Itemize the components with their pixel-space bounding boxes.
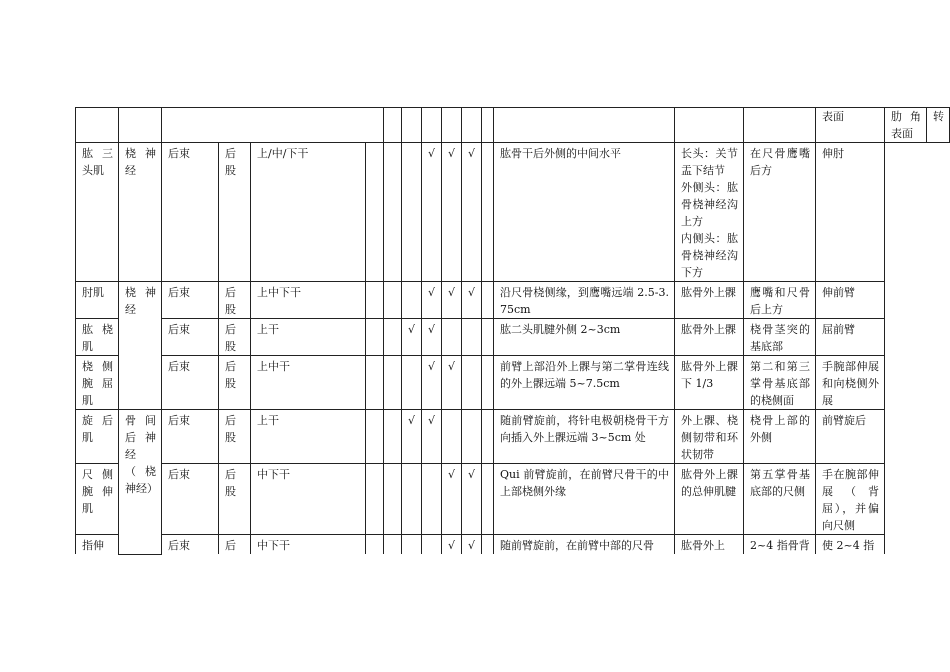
root-mark-cell: [366, 410, 384, 464]
origin-cell: 肱骨外上: [675, 535, 744, 555]
trunk-cell: 上/中/下干: [251, 143, 366, 282]
table-row: [76, 356, 950, 410]
root-mark-cell: √: [462, 143, 482, 282]
header-cell: 表面: [816, 108, 885, 143]
root-mark-cell: [384, 535, 402, 555]
table-row: [76, 319, 950, 356]
root-mark-cell: [366, 282, 384, 319]
table-row: [76, 464, 950, 535]
muscle-name-cell: 尺侧腕伸肌: [76, 464, 119, 535]
nerve-cell: 骨间后神经 （桡神经）: [119, 410, 162, 555]
trunk-cell: 上干: [251, 319, 366, 356]
origin-cell: 肱骨外上髁: [675, 282, 744, 319]
spacer-cell: [482, 282, 494, 319]
root-mark-cell: [442, 319, 462, 356]
root-mark-cell: [366, 143, 384, 282]
division-cell: 后股: [219, 464, 251, 535]
needle-location-cell: 随前臂旋前，在前臂中部的尺骨: [494, 535, 675, 555]
needle-location-cell: Qui 前臂旋前，在前臂尺骨干的中上部桡侧外缘: [494, 464, 675, 535]
muscle-name-cell: 旋后肌: [76, 410, 119, 464]
origin-cell: 肱骨外上髁下 1/3: [675, 356, 744, 410]
cord-cell: 后束: [162, 464, 219, 535]
root-mark-cell: [422, 535, 442, 555]
action-cell: 伸前臂: [816, 282, 885, 319]
muscle-name-cell: 指伸: [76, 535, 119, 555]
table-row: [76, 143, 950, 282]
root-mark-cell: √: [422, 319, 442, 356]
needle-location-cell: 沿尺骨桡侧缘，到鹰嘴远端 2.5-3.75cm: [494, 282, 675, 319]
insertion-cell: 在尺骨鹰嘴后方: [744, 143, 816, 282]
root-mark-cell: [384, 356, 402, 410]
root-mark-cell: [366, 356, 384, 410]
table-row: [76, 410, 950, 464]
header-cell: [462, 108, 482, 143]
insertion-cell: 鹰嘴和尺骨后上方: [744, 282, 816, 319]
root-mark-cell: √: [422, 356, 442, 410]
header-cell: 肋角表面: [885, 108, 927, 143]
origin-cell: 肱骨外上髁: [675, 319, 744, 356]
root-mark-cell: [366, 535, 384, 555]
root-mark-cell: [384, 143, 402, 282]
action-cell: 使 2~4 指: [816, 535, 885, 555]
cord-cell: 后束: [162, 143, 219, 282]
needle-location-cell: 前臂上部沿外上髁与第二掌骨连线的外上髁远端 5~7.5cm: [494, 356, 675, 410]
header-cell: [384, 108, 402, 143]
header-cell: [744, 108, 816, 143]
header-cell: [402, 108, 422, 143]
needle-location-cell: 肱骨干后外侧的中间水平: [494, 143, 675, 282]
spacer-cell: [482, 143, 494, 282]
root-mark-cell: √: [462, 464, 482, 535]
header-cell: [442, 108, 462, 143]
root-mark-cell: √: [402, 410, 422, 464]
root-mark-cell: [366, 464, 384, 535]
root-mark-cell: √: [422, 143, 442, 282]
muscle-innervation-table: [75, 107, 950, 555]
spacer-cell: [482, 410, 494, 464]
root-mark-cell: [462, 410, 482, 464]
division-cell: 后股: [219, 410, 251, 464]
root-mark-cell: [422, 464, 442, 535]
header-cell: [675, 108, 744, 143]
root-mark-cell: [462, 319, 482, 356]
root-mark-cell: [402, 282, 422, 319]
muscle-name-cell: 肱三头肌: [76, 143, 119, 282]
root-mark-cell: √: [442, 356, 462, 410]
action-cell: 前臂旋后: [816, 410, 885, 464]
root-mark-cell: √: [442, 535, 462, 555]
origin-cell: 长头：关节盂下结节 外侧头：肱骨桡神经沟上方 内侧头：肱骨桡神经沟下方: [675, 143, 744, 282]
insertion-cell: 第二和第三掌骨基底部的桡侧面: [744, 356, 816, 410]
header-cell: [76, 108, 119, 143]
trunk-cell: 上中干: [251, 356, 366, 410]
insertion-cell: 桡骨上部的外侧: [744, 410, 816, 464]
action-cell: 屈前臂: [816, 319, 885, 356]
division-cell: 后股: [219, 356, 251, 410]
spacer-cell: [482, 464, 494, 535]
division-cell: 后股: [219, 143, 251, 282]
table-row: [76, 282, 950, 319]
nerve-cell: 桡神经: [119, 282, 162, 410]
spacer-cell: [482, 535, 494, 555]
action-cell: 手在腕部伸展（背屈），并偏向尺侧: [816, 464, 885, 535]
root-mark-cell: √: [402, 319, 422, 356]
table-row: [76, 535, 950, 555]
division-cell: 后股: [219, 282, 251, 319]
header-cell: [482, 108, 494, 143]
cord-cell: 后束: [162, 535, 219, 555]
root-mark-cell: [442, 410, 462, 464]
root-mark-cell: √: [442, 143, 462, 282]
root-mark-cell: [384, 410, 402, 464]
root-mark-cell: [402, 464, 422, 535]
root-mark-cell: √: [462, 535, 482, 555]
cord-cell: 后束: [162, 282, 219, 319]
table-header-row: [76, 108, 950, 143]
root-mark-cell: [462, 356, 482, 410]
insertion-cell: 第五掌骨基底部的尺侧: [744, 464, 816, 535]
spacer-cell: [482, 319, 494, 356]
division-cell: 后: [219, 535, 251, 555]
nerve-cell: 桡神经: [119, 143, 162, 282]
header-cell: [422, 108, 442, 143]
origin-cell: 外上髁、桡侧韧带和环状韧带: [675, 410, 744, 464]
muscle-name-cell: 桡侧腕屈肌: [76, 356, 119, 410]
root-mark-cell: [384, 319, 402, 356]
insertion-cell: 2~4 指骨背: [744, 535, 816, 555]
root-mark-cell: [384, 464, 402, 535]
muscle-name-cell: 肘肌: [76, 282, 119, 319]
origin-cell: 肱骨外上髁的总伸肌腱: [675, 464, 744, 535]
needle-location-cell: 随前臂旋前，将针电极朝桡骨干方向插入外上髁远端 3~5cm 处: [494, 410, 675, 464]
trunk-cell: 上中下干: [251, 282, 366, 319]
insertion-cell: 桡骨茎突的基底部: [744, 319, 816, 356]
root-mark-cell: [402, 356, 422, 410]
trunk-cell: 上干: [251, 410, 366, 464]
action-cell: 伸肘: [816, 143, 885, 282]
spacer-cell: [482, 356, 494, 410]
root-mark-cell: [366, 319, 384, 356]
cord-cell: 后束: [162, 356, 219, 410]
header-cell: [494, 108, 675, 143]
needle-location-cell: 肱二头肌腱外侧 2~3cm: [494, 319, 675, 356]
root-mark-cell: [402, 143, 422, 282]
root-mark-cell: [384, 282, 402, 319]
header-cell: 转: [927, 108, 950, 143]
muscle-name-cell: 肱桡肌: [76, 319, 119, 356]
root-mark-cell: √: [442, 464, 462, 535]
action-cell: 手腕部伸展和向桡侧外展: [816, 356, 885, 410]
cord-cell: 后束: [162, 410, 219, 464]
trunk-cell: 中下干: [251, 464, 366, 535]
trunk-cell: 中下干: [251, 535, 366, 555]
header-cell: [162, 108, 384, 143]
root-mark-cell: √: [422, 410, 442, 464]
root-mark-cell: √: [462, 282, 482, 319]
cord-cell: 后束: [162, 319, 219, 356]
division-cell: 后股: [219, 319, 251, 356]
header-cell: [119, 108, 162, 143]
root-mark-cell: √: [422, 282, 442, 319]
root-mark-cell: √: [442, 282, 462, 319]
root-mark-cell: [402, 535, 422, 555]
